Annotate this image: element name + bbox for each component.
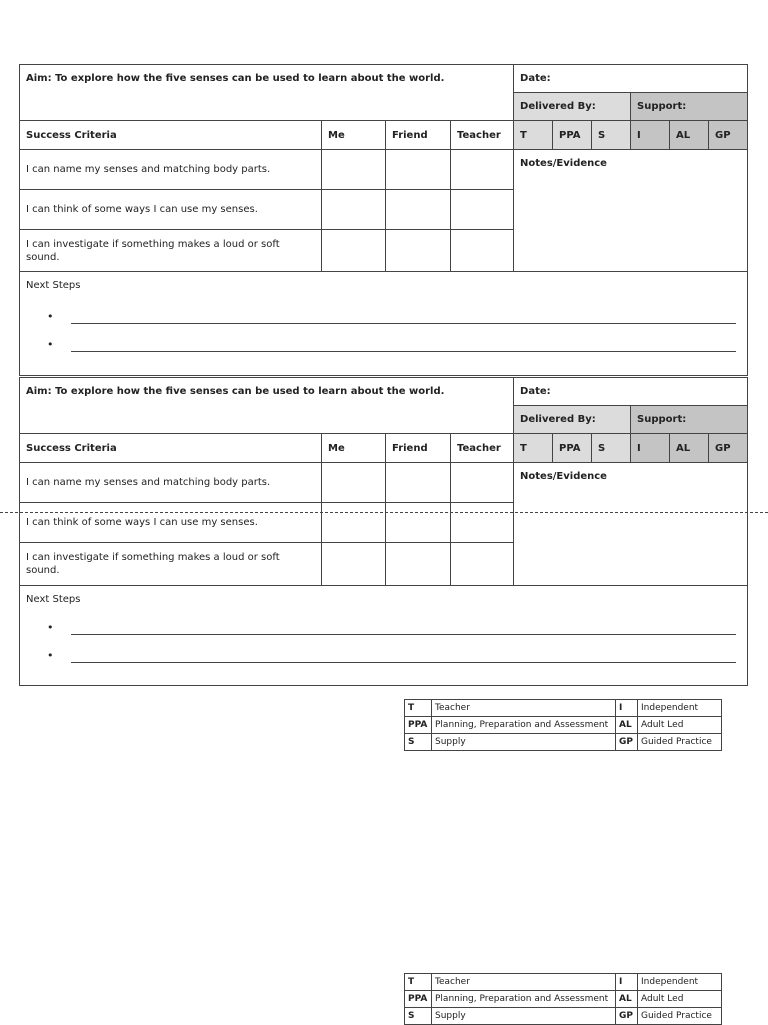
key-abbr: S	[405, 1008, 432, 1025]
support-code-gp[interactable]: GP	[709, 121, 748, 150]
support-label: Support:	[631, 93, 748, 121]
support-code-i[interactable]: I	[631, 121, 670, 150]
abbreviation-key-2	[404, 973, 722, 1025]
friend-check-cell[interactable]	[386, 543, 451, 586]
teacher-check-cell[interactable]	[451, 543, 514, 586]
success-criteria-header: Success Criteria	[20, 434, 322, 463]
notes-evidence-box[interactable]: Notes/Evidence	[514, 463, 748, 586]
key-abbr: PPA	[405, 991, 432, 1008]
friend-column-header: Friend	[386, 121, 451, 150]
key-abbr: I	[616, 700, 638, 717]
teacher-column-header: Teacher	[451, 434, 514, 463]
teacher-check-cell[interactable]	[451, 190, 514, 230]
friend-check-cell[interactable]	[386, 190, 451, 230]
support-code-i[interactable]: I	[631, 434, 670, 463]
bullet-icon: •	[47, 338, 54, 351]
bullet-icon: •	[47, 649, 54, 662]
criterion-text: I can name my senses and matching body parts.	[20, 463, 322, 503]
criterion-text: I can investigate if something makes a loud or soft sound.	[20, 543, 322, 586]
delivery-code-t[interactable]: T	[514, 121, 553, 150]
key-desc: Supply	[432, 1008, 616, 1025]
me-column-header: Me	[322, 434, 386, 463]
next-step-line[interactable]	[47, 649, 736, 663]
abbreviation-key-1	[404, 699, 722, 751]
delivered-by-label: Delivered By:	[514, 406, 631, 434]
me-check-cell[interactable]	[322, 543, 386, 586]
key-desc: Independent	[638, 974, 722, 991]
key-abbr: S	[405, 734, 432, 751]
support-code-gp[interactable]: GP	[709, 434, 748, 463]
criterion-text: I can investigate if something makes a loud or soft sound.	[20, 230, 322, 272]
delivery-code-t[interactable]: T	[514, 434, 553, 463]
key-abbr: AL	[616, 717, 638, 734]
teacher-column-header: Teacher	[451, 121, 514, 150]
key-desc: Teacher	[432, 700, 616, 717]
me-check-cell[interactable]	[322, 190, 386, 230]
friend-check-cell[interactable]	[386, 150, 451, 190]
me-check-cell[interactable]	[322, 150, 386, 190]
next-step-line[interactable]	[47, 338, 736, 352]
me-check-cell[interactable]	[322, 503, 386, 543]
teacher-check-cell[interactable]	[451, 503, 514, 543]
bullet-icon: •	[47, 621, 54, 634]
key-desc: Supply	[432, 734, 616, 751]
key-row	[405, 734, 722, 751]
next-steps-box	[20, 272, 748, 376]
support-code-al[interactable]: AL	[670, 434, 709, 463]
key-row	[405, 717, 722, 734]
me-check-cell[interactable]	[322, 463, 386, 503]
aim-text: Aim: To explore how the five senses can be used to learn about the world.	[20, 65, 514, 121]
key-desc: Planning, Preparation and Assessment	[432, 991, 616, 1008]
support-code-al[interactable]: AL	[670, 121, 709, 150]
aim-text: Aim: To explore how the five senses can be used to learn about the world.	[20, 378, 514, 434]
delivery-code-s[interactable]: S	[592, 121, 631, 150]
cut-line-divider	[0, 512, 768, 513]
key-desc: Adult Led	[638, 991, 722, 1008]
teacher-check-cell[interactable]	[451, 230, 514, 272]
next-steps-label: Next Steps	[26, 280, 81, 291]
next-step-line[interactable]	[47, 310, 736, 324]
key-abbr: AL	[616, 991, 638, 1008]
date-field[interactable]: Date:	[514, 378, 748, 406]
delivery-code-ppa[interactable]: PPA	[553, 121, 592, 150]
teacher-check-cell[interactable]	[451, 463, 514, 503]
next-step-line[interactable]	[47, 621, 736, 635]
key-row	[405, 974, 722, 991]
friend-column-header: Friend	[386, 434, 451, 463]
delivery-code-s[interactable]: S	[592, 434, 631, 463]
key-desc: Guided Practice	[638, 1008, 722, 1025]
key-abbr: I	[616, 974, 638, 991]
success-criteria-header: Success Criteria	[20, 121, 322, 150]
key-desc: Planning, Preparation and Assessment	[432, 717, 616, 734]
assessment-sheet-1	[19, 64, 748, 376]
key-abbr: GP	[616, 1008, 638, 1025]
key-abbr: T	[405, 700, 432, 717]
notes-evidence-box[interactable]: Notes/Evidence	[514, 150, 748, 272]
friend-check-cell[interactable]	[386, 503, 451, 543]
assessment-sheet-2	[19, 377, 748, 686]
delivered-by-label: Delivered By:	[514, 93, 631, 121]
next-steps-box	[20, 586, 748, 686]
key-row	[405, 991, 722, 1008]
key-abbr: PPA	[405, 717, 432, 734]
key-abbr: T	[405, 974, 432, 991]
criterion-text: I can think of some ways I can use my senses.	[20, 190, 322, 230]
criterion-text: I can name my senses and matching body parts.	[20, 150, 322, 190]
key-desc: Guided Practice	[638, 734, 722, 751]
key-desc: Teacher	[432, 974, 616, 991]
key-desc: Independent	[638, 700, 722, 717]
me-column-header: Me	[322, 121, 386, 150]
support-label: Support:	[631, 406, 748, 434]
bullet-icon: •	[47, 310, 54, 323]
criterion-text: I can think of some ways I can use my senses.	[20, 503, 322, 543]
delivery-code-ppa[interactable]: PPA	[553, 434, 592, 463]
key-abbr: GP	[616, 734, 638, 751]
friend-check-cell[interactable]	[386, 463, 451, 503]
next-steps-label: Next Steps	[26, 594, 81, 605]
key-row	[405, 700, 722, 717]
date-field[interactable]: Date:	[514, 65, 748, 93]
friend-check-cell[interactable]	[386, 230, 451, 272]
key-row	[405, 1008, 722, 1025]
me-check-cell[interactable]	[322, 230, 386, 272]
teacher-check-cell[interactable]	[451, 150, 514, 190]
key-desc: Adult Led	[638, 717, 722, 734]
